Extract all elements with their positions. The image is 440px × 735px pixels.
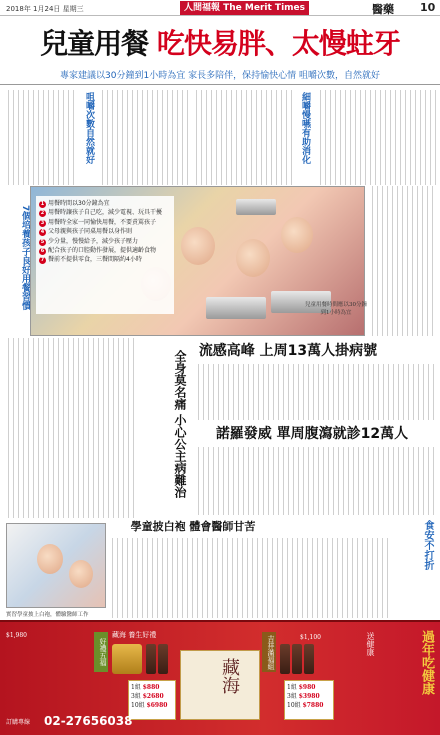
product-bottle: [158, 644, 168, 674]
ad-title: 藏海 養生好禮: [112, 631, 157, 639]
ad-promo-slogan: 過年吃健康: [419, 630, 434, 695]
product-bottle: [292, 644, 302, 674]
divider: [0, 84, 440, 85]
tips-list: [36, 196, 174, 314]
page-header: [0, 0, 440, 16]
gift-box-image: [112, 644, 142, 674]
page-number: 10: [420, 1, 436, 14]
tip-item: 6 配合孩子的口腔動作發展，提供適齡食物: [40, 247, 157, 255]
student-doctor-photo: [6, 523, 106, 608]
photo-caption: 實習學童披上白袍，體驗醫師工作: [6, 612, 89, 618]
price-table-left: 1組 $880 3組 $2680 10組 $6980: [128, 680, 176, 720]
product-bottle: [280, 644, 290, 674]
article-column: [194, 364, 436, 420]
small-price-1: $1,980: [6, 632, 27, 639]
story-headline-vertical: 全身莫名痛 小心公主病難治: [173, 350, 187, 499]
ad-gift-slogan: 送健康: [366, 632, 375, 656]
section-name: 醫藥: [372, 3, 394, 16]
article-column: [316, 90, 436, 185]
phone-label: 訂購專線: [6, 719, 31, 726]
sub-headline: 專家建議以30分鐘到1小時為宜 家長多陪伴，保持愉快心情 咀嚼次數，自然就好: [60, 71, 380, 81]
main-headline: [0, 18, 440, 70]
student-face: [37, 544, 63, 574]
story-headline-side: 食安不打折: [422, 520, 433, 570]
article-column: [4, 90, 74, 185]
tip-item: 1 用餐時間以30分鐘為宜: [40, 200, 110, 207]
article-column: [192, 90, 292, 185]
food-tray: [236, 199, 276, 215]
article-column: [98, 90, 188, 185]
product-bottle: [304, 644, 314, 674]
ad-tag: 吉祥滿福組: [262, 632, 276, 672]
article-column: [4, 338, 136, 518]
article-column: [108, 538, 388, 618]
tip-item: 4 父母親與孩子同桌用餐以身作則: [40, 228, 133, 236]
student-face: [69, 560, 93, 588]
child-face: [181, 227, 215, 265]
product-bottle: [146, 644, 156, 674]
tip-item: 2 用餐時讓孩子自己吃，減少電視、玩具干擾: [40, 209, 163, 217]
story-headline-gastro: 諾羅發威 單周腹瀉就診12萬人: [215, 426, 409, 442]
tip-item: 5 少分量，慢慢給予，減少孩子壓力: [40, 237, 139, 245]
tip-item: 7 餐前不提供零食，三餐間隔約4小時: [40, 256, 142, 264]
photo-caption: 兒童用餐時間應以30分鐘到1小時為宜: [305, 302, 367, 316]
column-heading-c: 細嚼慢嚥有助消化: [300, 92, 310, 164]
headline-part1: 兒童用餐: [40, 27, 149, 60]
small-price-2: $1,100: [300, 634, 321, 641]
ad-tag: 好禮五福: [94, 632, 108, 672]
story-headline-school: 學童披白袍 體會醫師甘苦: [130, 520, 256, 533]
child-face: [281, 217, 313, 253]
tips-heading: 7個培養孩子良好用餐習慣: [20, 205, 30, 311]
article-column: [368, 186, 436, 336]
column-heading-a: 咀嚼次數自然就好: [84, 92, 94, 164]
food-tray: [206, 297, 266, 319]
advertisement-banner[interactable]: [0, 620, 440, 735]
story-headline-flu: 流感高峰 上周13萬人掛病號: [198, 343, 378, 359]
article-column: [194, 447, 436, 515]
order-phone-number[interactable]: 02-27656038: [44, 714, 133, 728]
headline-part2: 吃快易胖、太慢蛀牙: [156, 27, 400, 60]
newspaper-logo: 人間福報 The Merit Times: [180, 1, 309, 15]
issue-date: 2018年 1月24日 星期三: [6, 5, 84, 13]
price-table-right: 1組 $980 3組 $3980 10組 $7880: [284, 680, 334, 720]
child-face: [236, 239, 270, 277]
tip-item: 3 用餐時全家一同愉快用餐，不要責罵孩子: [40, 218, 157, 226]
brand-name: 藏海: [219, 658, 240, 694]
